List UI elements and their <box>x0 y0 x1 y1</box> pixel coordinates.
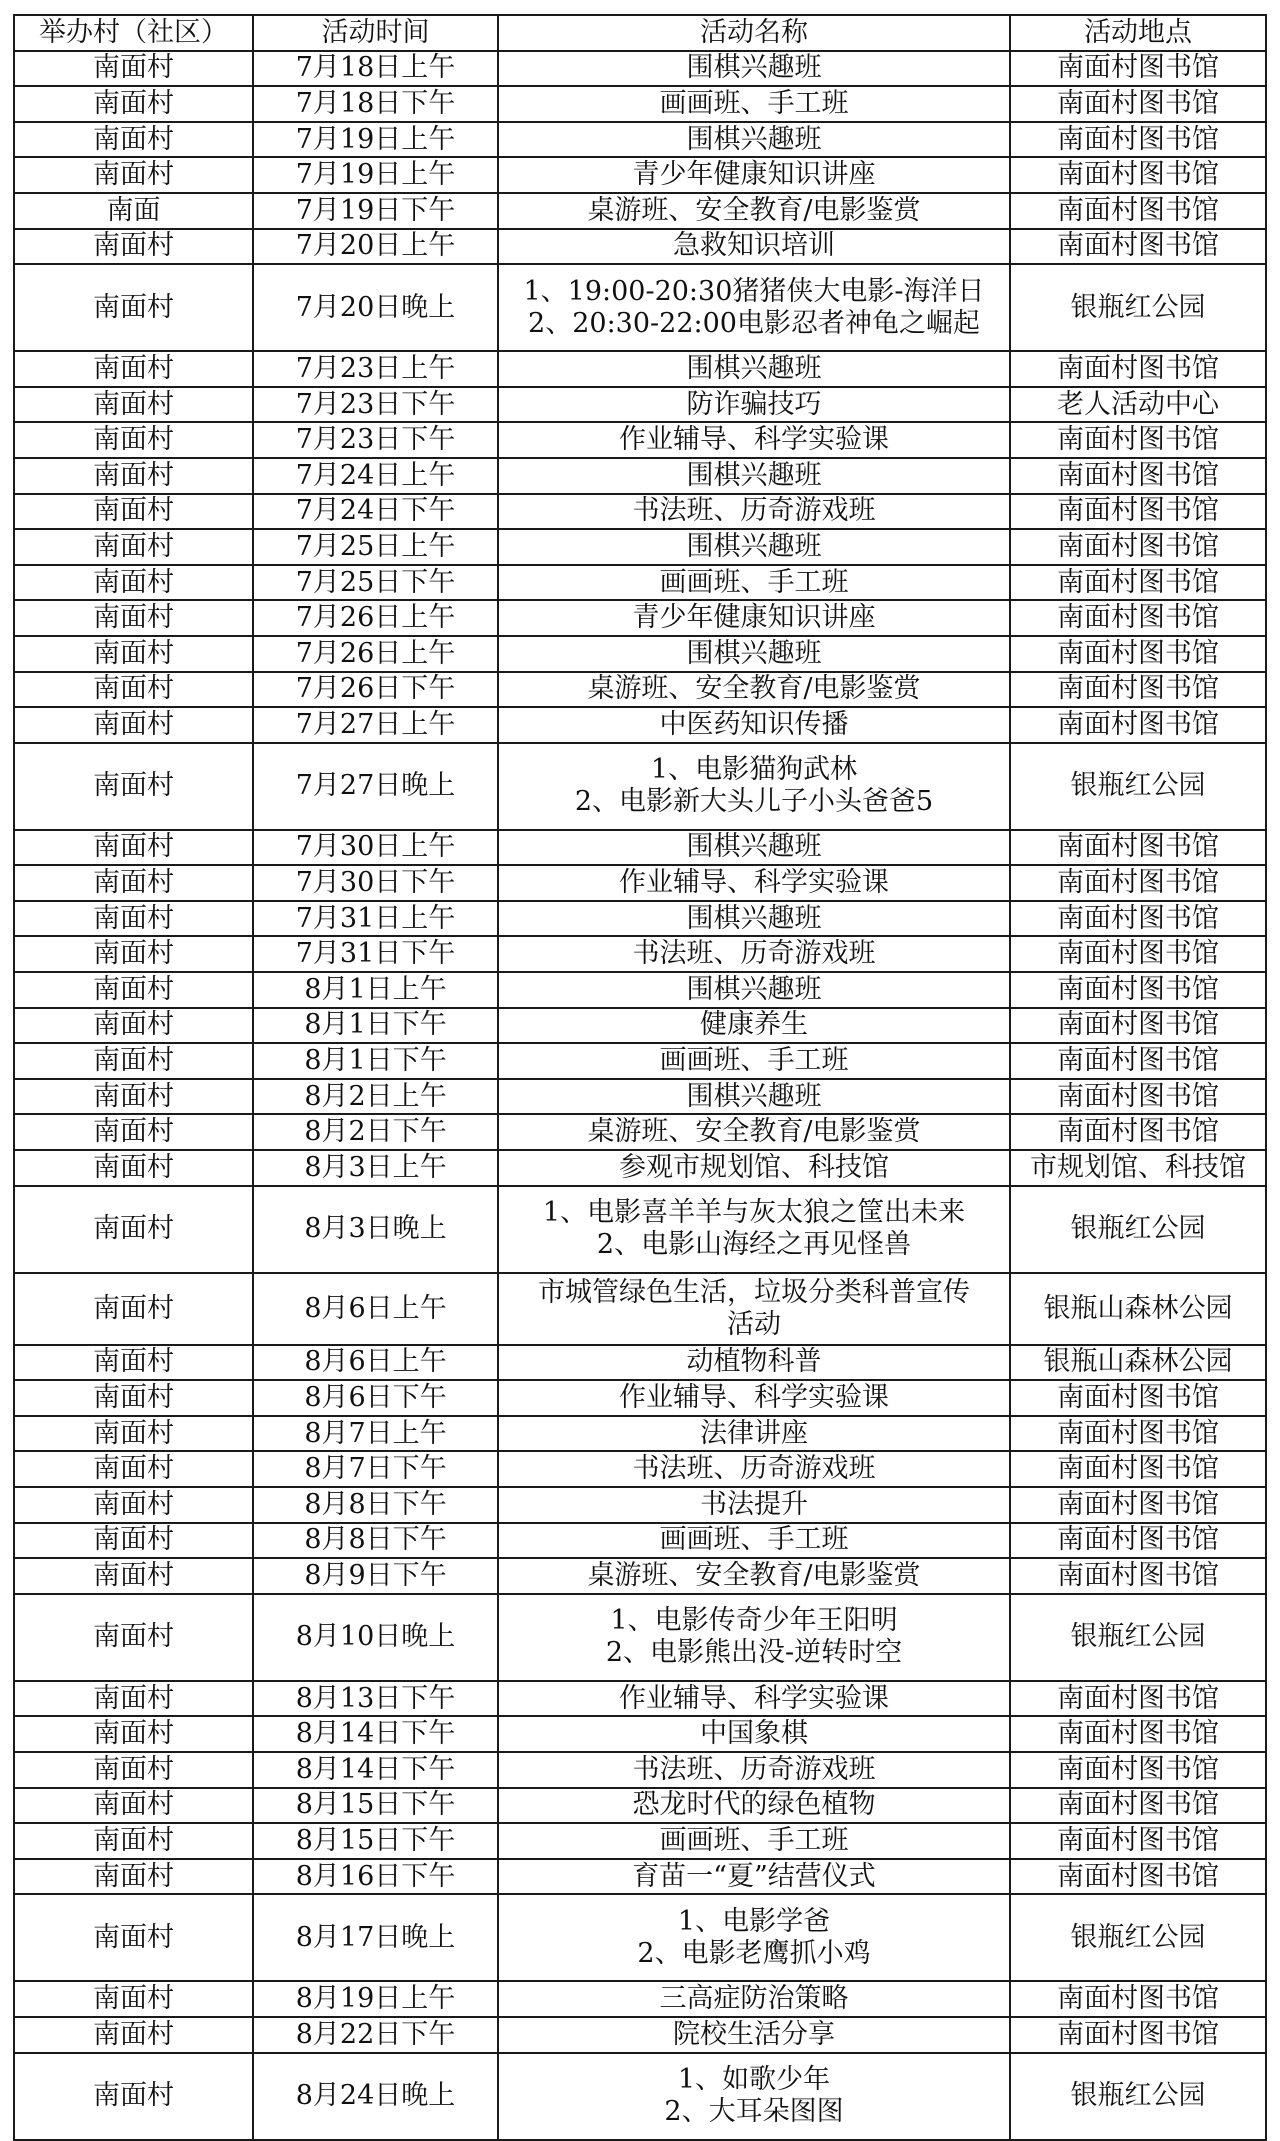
cell-village: 南面村 <box>14 1416 253 1452</box>
cell-location: 南面村图书馆 <box>1010 422 1266 458</box>
cell-village: 南面村 <box>14 1594 253 1681</box>
table-row <box>14 458 1266 494</box>
cell-activity-name: 围棋兴趣班 <box>498 901 1010 937</box>
cell-time: 8月3日晚上 <box>253 1186 498 1273</box>
cell-activity-name: 参观市规划馆、科技馆 <box>498 1150 1010 1186</box>
cell-village: 南面村 <box>14 972 253 1008</box>
cell-activity-name: 作业辅导、科学实验课 <box>498 1681 1010 1717</box>
cell-activity-name: 法律讲座 <box>498 1416 1010 1452</box>
cell-location: 南面村图书馆 <box>1010 1681 1266 1717</box>
cell-village: 南面村 <box>14 229 253 265</box>
cell-activity-name <box>498 1273 1010 1345</box>
header-activity-name: 活动名称 <box>498 15 1010 51</box>
cell-location: 南面村图书馆 <box>1010 193 1266 229</box>
table-row <box>14 1788 1266 1824</box>
cell-time: 7月27日晚上 <box>253 743 498 830</box>
cell-location: 南面村图书馆 <box>1010 1558 1266 1594</box>
cell-location: 南面村图书馆 <box>1010 865 1266 901</box>
table-row <box>14 865 1266 901</box>
table-row <box>14 264 1266 351</box>
cell-time: 7月23日下午 <box>253 387 498 423</box>
cell-village: 南面村 <box>14 1523 253 1559</box>
cell-location: 南面村图书馆 <box>1010 1823 1266 1859</box>
cell-location: 南面村图书馆 <box>1010 1487 1266 1523</box>
cell-location: 南面村图书馆 <box>1010 458 1266 494</box>
table-row <box>14 936 1266 972</box>
cell-village: 南面村 <box>14 2053 253 2140</box>
cell-time: 8月6日上午 <box>253 1345 498 1381</box>
cell-time: 8月7日下午 <box>253 1451 498 1487</box>
cell-location: 南面村图书馆 <box>1010 1788 1266 1824</box>
cell-time: 7月18日上午 <box>253 51 498 87</box>
cell-location: 南面村图书馆 <box>1010 707 1266 743</box>
cell-location: 南面村图书馆 <box>1010 2017 1266 2053</box>
cell-location: 南面村图书馆 <box>1010 1981 1266 2017</box>
cell-time: 7月27日上午 <box>253 707 498 743</box>
cell-location: 南面村图书馆 <box>1010 51 1266 87</box>
cell-village: 南面村 <box>14 529 253 565</box>
cell-location: 南面村图书馆 <box>1010 157 1266 193</box>
cell-activity-name: 围棋兴趣班 <box>498 1079 1010 1115</box>
cell-time: 7月26日下午 <box>253 672 498 708</box>
table-row <box>14 1716 1266 1752</box>
cell-location: 南面村图书馆 <box>1010 600 1266 636</box>
cell-village: 南面村 <box>14 1451 253 1487</box>
table-row <box>14 1894 1266 1981</box>
table-row <box>14 972 1266 1008</box>
cell-activity-name: 急救知识培训 <box>498 229 1010 265</box>
cell-village: 南面村 <box>14 264 253 351</box>
cell-activity-name <box>498 743 1010 830</box>
cell-time: 8月19日上午 <box>253 1981 498 2017</box>
cell-location: 银瓶红公园 <box>1010 743 1266 830</box>
cell-village: 南面村 <box>14 1043 253 1079</box>
cell-time: 7月19日上午 <box>253 122 498 158</box>
cell-village: 南面村 <box>14 1079 253 1115</box>
table-row <box>14 1981 1266 2017</box>
cell-village: 南面村 <box>14 565 253 601</box>
cell-time: 8月14日下午 <box>253 1752 498 1788</box>
activity-name-line: 2、电影熊出没-逆转时空 <box>605 1637 903 1669</box>
cell-location: 南面村图书馆 <box>1010 672 1266 708</box>
cell-village: 南面村 <box>14 1345 253 1381</box>
cell-time: 8月15日下午 <box>253 1788 498 1824</box>
cell-time: 8月2日下午 <box>253 1114 498 1150</box>
cell-activity-name: 桌游班、安全教育/电影鉴赏 <box>498 672 1010 708</box>
cell-location: 银瓶山森林公园 <box>1010 1273 1266 1345</box>
table-row <box>14 1380 1266 1416</box>
table-row <box>14 494 1266 530</box>
cell-activity-name: 书法班、历奇游戏班 <box>498 1451 1010 1487</box>
cell-time: 7月23日下午 <box>253 422 498 458</box>
table-row <box>14 565 1266 601</box>
table-row <box>14 1345 1266 1381</box>
cell-activity-name: 作业辅导、科学实验课 <box>498 1380 1010 1416</box>
table-row <box>14 351 1266 387</box>
cell-time: 7月25日上午 <box>253 529 498 565</box>
cell-time: 8月9日下午 <box>253 1558 498 1594</box>
cell-activity-name: 画画班、手工班 <box>498 1043 1010 1079</box>
cell-activity-name: 中国象棋 <box>498 1716 1010 1752</box>
cell-village: 南面村 <box>14 1114 253 1150</box>
cell-time: 7月26日上午 <box>253 600 498 636</box>
table-row <box>14 1594 1266 1681</box>
cell-activity-name: 三高症防治策略 <box>498 1981 1010 2017</box>
cell-activity-name: 防诈骗技巧 <box>498 387 1010 423</box>
cell-time: 8月1日上午 <box>253 972 498 1008</box>
cell-village: 南面村 <box>14 1487 253 1523</box>
cell-time: 8月17日晚上 <box>253 1894 498 1981</box>
cell-time: 8月24日晚上 <box>253 2053 498 2140</box>
cell-village: 南面村 <box>14 1716 253 1752</box>
cell-village: 南面村 <box>14 51 253 87</box>
cell-village: 南面村 <box>14 157 253 193</box>
cell-time: 7月20日上午 <box>253 229 498 265</box>
cell-time: 8月6日下午 <box>253 1380 498 1416</box>
cell-village: 南面村 <box>14 351 253 387</box>
cell-village: 南面村 <box>14 672 253 708</box>
cell-time: 8月7日上午 <box>253 1416 498 1452</box>
cell-time: 8月2日上午 <box>253 1079 498 1115</box>
cell-time: 7月23日上午 <box>253 351 498 387</box>
table-row <box>14 193 1266 229</box>
table-row <box>14 901 1266 937</box>
cell-activity-name: 作业辅导、科学实验课 <box>498 865 1010 901</box>
cell-time: 8月13日下午 <box>253 1681 498 1717</box>
cell-activity-name: 恐龙时代的绿色植物 <box>498 1788 1010 1824</box>
cell-time: 7月19日下午 <box>253 193 498 229</box>
cell-activity-name: 画画班、手工班 <box>498 1523 1010 1559</box>
cell-location: 南面村图书馆 <box>1010 1008 1266 1044</box>
cell-time: 8月16日下午 <box>253 1859 498 1895</box>
cell-activity-name: 围棋兴趣班 <box>498 636 1010 672</box>
cell-activity-name: 青少年健康知识讲座 <box>498 157 1010 193</box>
cell-location: 南面村图书馆 <box>1010 565 1266 601</box>
cell-time: 7月25日下午 <box>253 565 498 601</box>
cell-activity-name: 育苗一“夏”结营仪式 <box>498 1859 1010 1895</box>
cell-location: 南面村图书馆 <box>1010 351 1266 387</box>
table-row <box>14 2053 1266 2140</box>
cell-location: 银瓶红公园 <box>1010 264 1266 351</box>
cell-time: 7月26日上午 <box>253 636 498 672</box>
activity-name-line: 1、电影喜羊羊与灰太狼之筐出未来 <box>542 1197 966 1229</box>
table-row <box>14 1859 1266 1895</box>
activity-name-line: 1、电影传奇少年王阳明 <box>610 1605 898 1637</box>
table-row <box>14 2017 1266 2053</box>
cell-time: 8月6日上午 <box>253 1273 498 1345</box>
cell-village: 南面 <box>14 193 253 229</box>
table-row <box>14 1523 1266 1559</box>
cell-time: 7月24日上午 <box>253 458 498 494</box>
cell-location: 南面村图书馆 <box>1010 1451 1266 1487</box>
cell-activity-name: 围棋兴趣班 <box>498 529 1010 565</box>
cell-village: 南面村 <box>14 865 253 901</box>
cell-activity-name <box>498 264 1010 351</box>
cell-activity-name: 画画班、手工班 <box>498 86 1010 122</box>
cell-location: 银瓶山森林公园 <box>1010 1345 1266 1381</box>
cell-village: 南面村 <box>14 1788 253 1824</box>
cell-village: 南面村 <box>14 387 253 423</box>
cell-activity-name: 健康养生 <box>498 1008 1010 1044</box>
header-row <box>14 15 1266 51</box>
cell-village: 南面村 <box>14 1681 253 1717</box>
table-row <box>14 672 1266 708</box>
cell-village: 南面村 <box>14 1823 253 1859</box>
cell-village: 南面村 <box>14 1752 253 1788</box>
cell-village: 南面村 <box>14 122 253 158</box>
cell-time: 7月24日下午 <box>253 494 498 530</box>
cell-village: 南面村 <box>14 1186 253 1273</box>
cell-village: 南面村 <box>14 1380 253 1416</box>
cell-activity-name: 作业辅导、科学实验课 <box>498 422 1010 458</box>
table-row <box>14 1079 1266 1115</box>
cell-village: 南面村 <box>14 86 253 122</box>
cell-village: 南面村 <box>14 1981 253 2017</box>
table-row <box>14 86 1266 122</box>
cell-location: 南面村图书馆 <box>1010 86 1266 122</box>
table-row <box>14 387 1266 423</box>
cell-activity-name: 动植物科普 <box>498 1345 1010 1381</box>
activity-name-line: 2、大耳朵图图 <box>664 2096 844 2128</box>
cell-location: 南面村图书馆 <box>1010 972 1266 1008</box>
cell-activity-name: 书法提升 <box>498 1487 1010 1523</box>
cell-village: 南面村 <box>14 1150 253 1186</box>
table-row <box>14 600 1266 636</box>
cell-time: 7月30日上午 <box>253 830 498 866</box>
cell-village: 南面村 <box>14 1894 253 1981</box>
cell-activity-name: 书法班、历奇游戏班 <box>498 936 1010 972</box>
cell-activity-name: 桌游班、安全教育/电影鉴赏 <box>498 193 1010 229</box>
table-row <box>14 1558 1266 1594</box>
table-row <box>14 707 1266 743</box>
cell-activity-name: 书法班、历奇游戏班 <box>498 1752 1010 1788</box>
cell-location: 南面村图书馆 <box>1010 1114 1266 1150</box>
table-row <box>14 1114 1266 1150</box>
cell-activity-name <box>498 1894 1010 1981</box>
cell-village: 南面村 <box>14 1558 253 1594</box>
cell-village: 南面村 <box>14 936 253 972</box>
cell-activity-name: 画画班、手工班 <box>498 1823 1010 1859</box>
cell-village: 南面村 <box>14 707 253 743</box>
cell-village: 南面村 <box>14 422 253 458</box>
activity-name-line: 1、19:00-20:30猪猪侠大电影-海洋日 <box>523 275 985 307</box>
cell-village: 南面村 <box>14 458 253 494</box>
cell-activity-name: 围棋兴趣班 <box>498 51 1010 87</box>
cell-location: 银瓶红公园 <box>1010 1894 1266 1981</box>
table-row <box>14 743 1266 830</box>
activity-name-line: 2、20:30-22:00电影忍者神龟之崛起 <box>528 307 980 339</box>
table-row <box>14 1416 1266 1452</box>
cell-location: 南面村图书馆 <box>1010 1416 1266 1452</box>
cell-activity-name: 围棋兴趣班 <box>498 351 1010 387</box>
table-row <box>14 157 1266 193</box>
cell-village: 南面村 <box>14 636 253 672</box>
activity-name-line: 市城管绿色生活，垃圾分类科普宣传 <box>538 1276 970 1308</box>
cell-location: 南面村图书馆 <box>1010 122 1266 158</box>
cell-village: 南面村 <box>14 494 253 530</box>
cell-time: 8月1日下午 <box>253 1008 498 1044</box>
cell-location: 南面村图书馆 <box>1010 636 1266 672</box>
table-row <box>14 1150 1266 1186</box>
cell-activity-name: 书法班、历奇游戏班 <box>498 494 1010 530</box>
cell-activity-name: 围棋兴趣班 <box>498 458 1010 494</box>
cell-activity-name: 桌游班、安全教育/电影鉴赏 <box>498 1558 1010 1594</box>
table-row <box>14 636 1266 672</box>
cell-location: 南面村图书馆 <box>1010 1043 1266 1079</box>
table-row <box>14 1008 1266 1044</box>
cell-location: 南面村图书馆 <box>1010 1523 1266 1559</box>
table-row <box>14 1273 1266 1345</box>
table-row <box>14 1752 1266 1788</box>
cell-village: 南面村 <box>14 1273 253 1345</box>
activity-name-line: 活动 <box>727 1308 781 1340</box>
cell-location: 老人活动中心 <box>1010 387 1266 423</box>
cell-time: 7月31日下午 <box>253 936 498 972</box>
cell-activity-name <box>498 2053 1010 2140</box>
table-row <box>14 122 1266 158</box>
cell-location: 银瓶红公园 <box>1010 2053 1266 2140</box>
cell-village: 南面村 <box>14 901 253 937</box>
cell-village: 南面村 <box>14 600 253 636</box>
cell-time: 7月18日下午 <box>253 86 498 122</box>
table-row <box>14 422 1266 458</box>
cell-activity-name: 桌游班、安全教育/电影鉴赏 <box>498 1114 1010 1150</box>
table-row <box>14 229 1266 265</box>
activity-name-line: 2、电影老鹰抓小鸡 <box>637 1937 871 1969</box>
cell-time: 7月19日上午 <box>253 157 498 193</box>
activity-schedule-table <box>13 14 1267 2141</box>
header-location: 活动地点 <box>1010 15 1266 51</box>
cell-activity-name: 围棋兴趣班 <box>498 830 1010 866</box>
cell-activity-name: 围棋兴趣班 <box>498 972 1010 1008</box>
table-row <box>14 1823 1266 1859</box>
cell-village: 南面村 <box>14 2017 253 2053</box>
table-body <box>14 51 1266 2140</box>
cell-time: 8月3日上午 <box>253 1150 498 1186</box>
cell-location: 南面村图书馆 <box>1010 529 1266 565</box>
cell-location: 南面村图书馆 <box>1010 1859 1266 1895</box>
cell-location: 南面村图书馆 <box>1010 901 1266 937</box>
table-row <box>14 1186 1266 1273</box>
cell-location: 南面村图书馆 <box>1010 494 1266 530</box>
table-row <box>14 1043 1266 1079</box>
table-row <box>14 830 1266 866</box>
cell-time: 7月20日晚上 <box>253 264 498 351</box>
activity-name-line: 1、如歌少年 <box>677 2064 831 2096</box>
table-row <box>14 529 1266 565</box>
cell-time: 8月8日下午 <box>253 1487 498 1523</box>
table-row <box>14 51 1266 87</box>
cell-location: 南面村图书馆 <box>1010 1079 1266 1115</box>
cell-activity-name: 院校生活分享 <box>498 2017 1010 2053</box>
cell-time: 8月22日下午 <box>253 2017 498 2053</box>
cell-village: 南面村 <box>14 830 253 866</box>
table-row <box>14 1487 1266 1523</box>
cell-activity-name: 围棋兴趣班 <box>498 122 1010 158</box>
header-village: 举办村（社区） <box>14 15 253 51</box>
cell-village: 南面村 <box>14 1859 253 1895</box>
cell-village: 南面村 <box>14 743 253 830</box>
cell-activity-name <box>498 1186 1010 1273</box>
cell-time: 8月8日下午 <box>253 1523 498 1559</box>
cell-location: 市规划馆、科技馆 <box>1010 1150 1266 1186</box>
cell-location: 南面村图书馆 <box>1010 229 1266 265</box>
activity-name-line: 2、电影山海经之再见怪兽 <box>596 1229 912 1261</box>
cell-location: 南面村图书馆 <box>1010 1752 1266 1788</box>
header-time: 活动时间 <box>253 15 498 51</box>
cell-activity-name <box>498 1594 1010 1681</box>
activity-name-line: 1、电影猫狗武林 <box>650 754 858 786</box>
cell-activity-name: 中医药知识传播 <box>498 707 1010 743</box>
cell-time: 8月1日下午 <box>253 1043 498 1079</box>
cell-time: 8月15日下午 <box>253 1823 498 1859</box>
cell-activity-name: 青少年健康知识讲座 <box>498 600 1010 636</box>
cell-village: 南面村 <box>14 1008 253 1044</box>
cell-location: 南面村图书馆 <box>1010 1716 1266 1752</box>
cell-time: 8月10日晚上 <box>253 1594 498 1681</box>
cell-activity-name: 画画班、手工班 <box>498 565 1010 601</box>
cell-location: 南面村图书馆 <box>1010 830 1266 866</box>
activity-name-line: 2、电影新大头儿子小头爸爸5 <box>574 786 934 818</box>
cell-location: 银瓶红公园 <box>1010 1594 1266 1681</box>
cell-location: 南面村图书馆 <box>1010 1380 1266 1416</box>
cell-location: 银瓶红公园 <box>1010 1186 1266 1273</box>
cell-location: 南面村图书馆 <box>1010 936 1266 972</box>
activity-name-line: 1、电影学爸 <box>677 1905 831 1937</box>
cell-time: 7月30日下午 <box>253 865 498 901</box>
table-row <box>14 1451 1266 1487</box>
table-row <box>14 1681 1266 1717</box>
cell-time: 7月31日上午 <box>253 901 498 937</box>
cell-time: 8月14日下午 <box>253 1716 498 1752</box>
